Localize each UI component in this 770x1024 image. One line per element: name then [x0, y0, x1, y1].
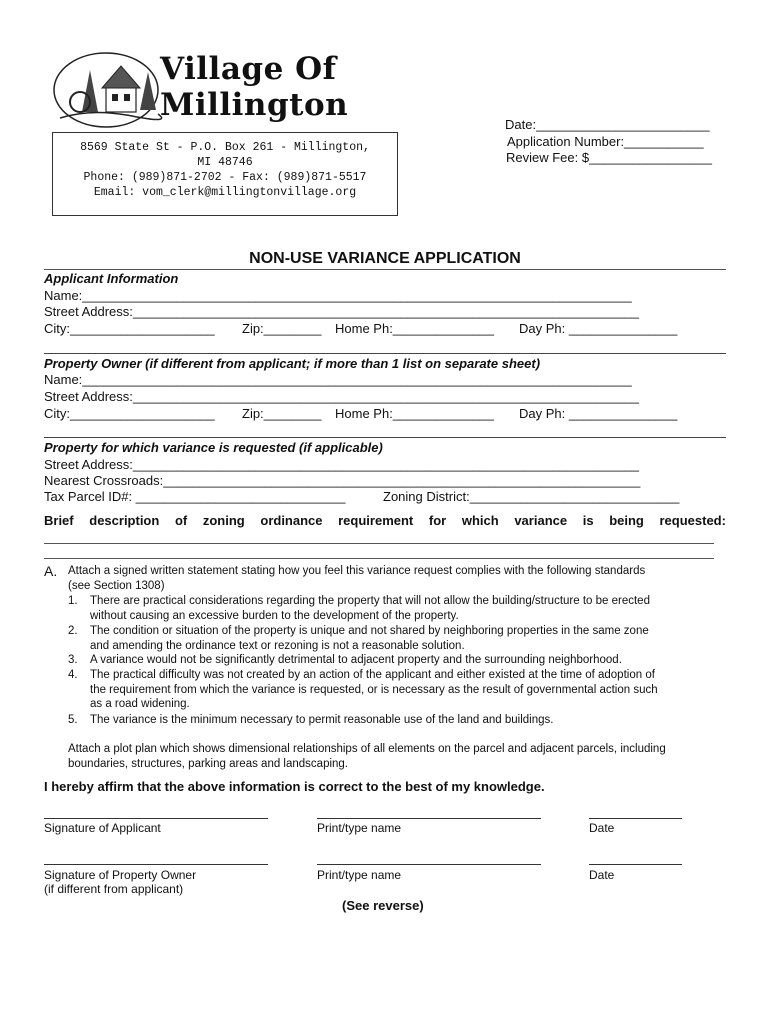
standard-item: The variance is the minimum necessary to permit reasonable use of the land and buildings. [90, 714, 554, 726]
brief-answer-line-2[interactable] [44, 558, 714, 559]
brief-word: requested: [659, 513, 726, 528]
owner-print-name-line[interactable] [317, 864, 541, 865]
standard-item-cont: as a road widening. [90, 698, 190, 710]
owner-home-phone-field[interactable]: Home Ph:______________ [335, 406, 495, 421]
owner-signature-line[interactable] [44, 864, 268, 865]
phone-fax-line: Phone: (989)871-2702 - Fax: (989)871-5517 [83, 171, 367, 184]
date-field[interactable]: Date:________________________ [505, 117, 710, 132]
owner-signature-label: Signature of Property Owner [44, 868, 197, 882]
address-line-2: MI 48746 [197, 156, 253, 169]
village-logo [52, 50, 352, 132]
brief-description-label [44, 513, 726, 528]
owner-heading: Property Owner (if different from applicant; if more than 1 list on separate sheet) [44, 356, 541, 371]
section-a-intro-2: (see Section 1308) [68, 580, 165, 592]
applicant-heading: Applicant Information [44, 271, 179, 286]
review-fee-field[interactable]: Review Fee: $_________________ [506, 150, 713, 165]
print-name-label: Print/type name [317, 821, 402, 835]
section-divider [44, 353, 726, 354]
standard-item: The practical difficulty was not created by an action of the applicant and either existed at the time of adoption of [90, 669, 655, 681]
affirmation-statement: I hereby affirm that the above information is correct to the best of my knowledge. [44, 779, 545, 794]
owner-signature-sublabel: (if different from applicant) [44, 882, 184, 896]
application-number-field[interactable]: Application Number:___________ [507, 134, 704, 149]
applicant-city-field[interactable]: City:____________________ [44, 321, 215, 336]
standard-item-cont: without causing an excessive burden to the development of the property. [90, 610, 459, 622]
applicant-street-field[interactable]: Street Address:______________________________________________________________________ [44, 304, 639, 319]
print-name-label: Print/type name [317, 868, 402, 882]
address-box [52, 132, 398, 216]
owner-zip-field[interactable]: Zip:________ [242, 406, 322, 421]
standard-item-cont: and amending the ordinance text or rezoning is not a reasonable solution. [90, 640, 465, 652]
brief-word: which [461, 513, 499, 528]
email-line: Email: vom_clerk@millingtonvillage.org [93, 186, 357, 199]
applicant-day-phone-field[interactable]: Day Ph: _______________ [519, 321, 678, 336]
section-a-letter: A. [44, 563, 58, 579]
brief-word: of [174, 513, 188, 528]
applicant-print-name-line[interactable] [317, 818, 541, 819]
section-divider [44, 437, 726, 438]
owner-city-field[interactable]: City:____________________ [44, 406, 215, 421]
plot-plan-instruction-2: boundaries, structures, parking areas and landscaping. [68, 758, 349, 770]
standard-number: 1. [68, 595, 78, 607]
date-label: Date [589, 868, 615, 882]
applicant-date-line[interactable] [589, 818, 682, 819]
owner-name-field[interactable]: Name:____________________________________________________________________________ [44, 372, 632, 387]
applicant-signature-line[interactable] [44, 818, 268, 819]
owner-street-field[interactable]: Street Address:______________________________________________________________________ [44, 389, 639, 404]
standard-item: The condition or situation of the property is unique and not shared by neighboring properties in the same zone [90, 625, 649, 637]
date-label: Date [589, 821, 615, 835]
address-line: 8569 State St - P.O. Box 261 - Millington, [80, 141, 370, 154]
brief-answer-line-1[interactable] [44, 543, 714, 544]
logo-title-line2: Millington [160, 87, 349, 123]
brief-word: requirement [338, 513, 414, 528]
plot-plan-instruction: Attach a plot plan which shows dimensional relationships of all elements on the parcel and adjacent parcels, including [68, 743, 666, 755]
applicant-zip-field[interactable]: Zip:________ [242, 321, 322, 336]
applicant-home-phone-field[interactable]: Home Ph:______________ [335, 321, 495, 336]
brief-word: Brief [44, 513, 74, 528]
standard-number: 3. [68, 654, 78, 666]
title-rule [44, 269, 726, 270]
brief-word: is [582, 513, 594, 528]
standard-number: 5. [68, 714, 78, 726]
applicant-signature-label: Signature of Applicant [44, 821, 161, 835]
standard-item-cont: the requirement from which the variance is requested, or is necessary as the result of governmental action such [90, 684, 658, 696]
standard-number: 2. [68, 625, 78, 637]
zoning-district-field[interactable]: Zoning District:_____________________________ [383, 489, 680, 504]
section-a-intro: Attach a signed written statement stating how you feel this variance request complies with the following standards [68, 565, 646, 577]
property-street-field[interactable]: Street Address:______________________________________________________________________ [44, 457, 639, 472]
brief-word: zoning [202, 513, 245, 528]
logo-title-line1: Village Of [160, 51, 337, 87]
brief-word: ordinance [260, 513, 323, 528]
owner-day-phone-field[interactable]: Day Ph: _______________ [519, 406, 678, 421]
owner-date-line[interactable] [589, 864, 682, 865]
nearest-crossroads-field[interactable]: Nearest Crossroads:__________________________________________________________________ [44, 473, 641, 488]
brief-word: description [89, 513, 160, 528]
brief-word: being [609, 513, 644, 528]
see-reverse-note: (See reverse) [342, 898, 424, 913]
standard-item: A variance would not be significantly detrimental to adjacent property and the surrounding neighborhood. [90, 654, 622, 666]
tax-parcel-field[interactable]: Tax Parcel ID#: _____________________________ [44, 489, 346, 504]
form-title: NON-USE VARIANCE APPLICATION [249, 250, 521, 267]
brief-word: for [428, 513, 447, 528]
property-heading: Property for which variance is requested (if applicable) [44, 440, 383, 455]
standard-item: There are practical considerations regarding the property that will not allow the building/structure to be erected [90, 595, 650, 607]
brief-word: variance [514, 513, 568, 528]
applicant-name-field[interactable]: Name:____________________________________________________________________________ [44, 288, 632, 303]
standard-number: 4. [68, 669, 78, 681]
